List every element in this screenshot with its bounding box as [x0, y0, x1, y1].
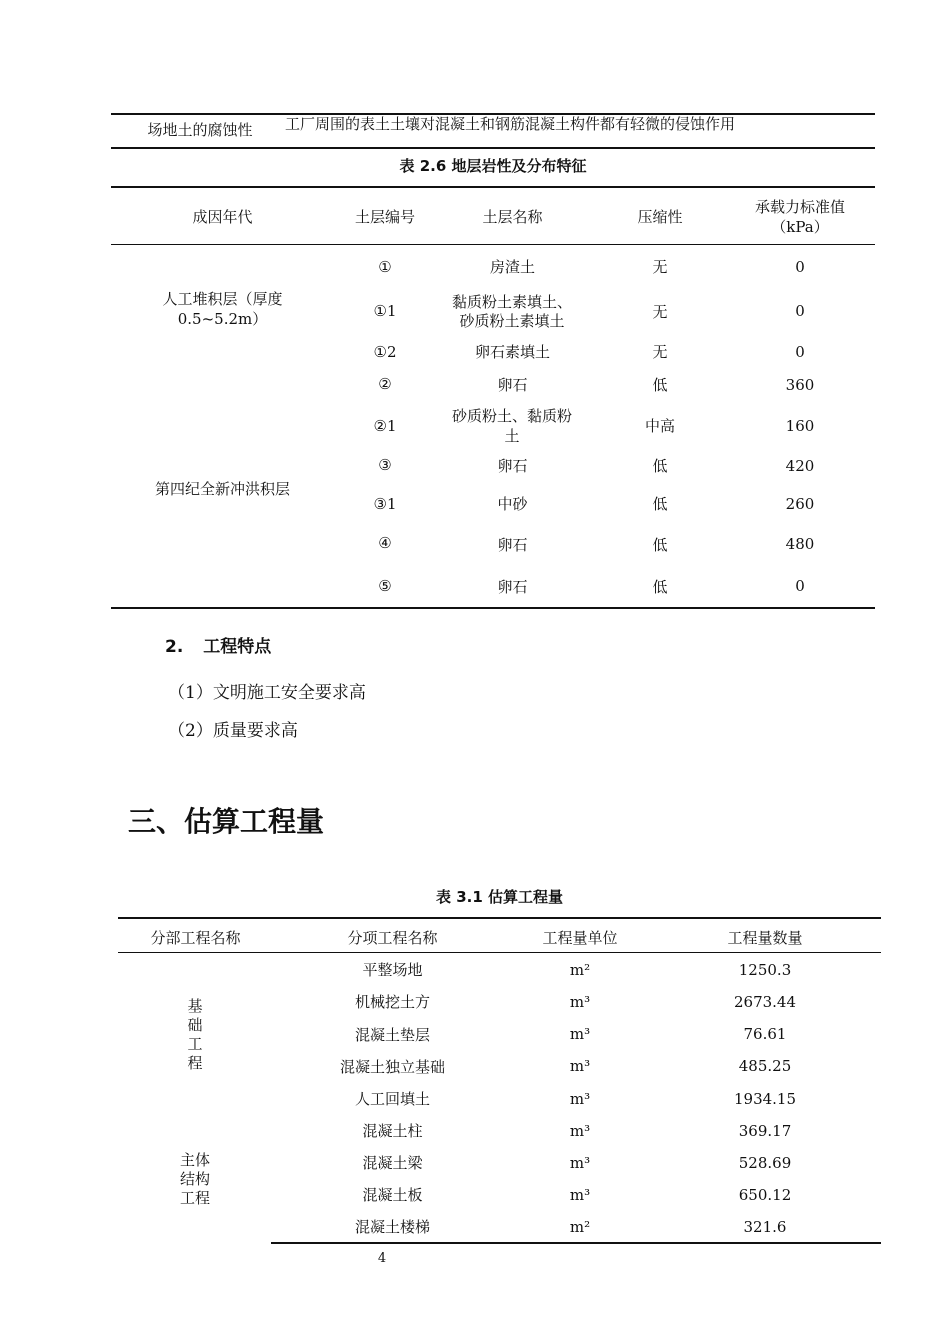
- item-qty: 76.61: [743, 1025, 787, 1043]
- group-artificial-line1: 人工堆积层（厚度: [162, 290, 283, 308]
- item-name: 机械挖土方: [354, 993, 430, 1011]
- features-heading-text: 工程特点: [203, 637, 272, 657]
- item-name: 人工回填土: [354, 1090, 430, 1108]
- item-name: 混凝土板: [362, 1186, 423, 1204]
- corrosion-label: 场地土的腐蚀性: [147, 121, 253, 139]
- item-unit: m³: [569, 1057, 591, 1075]
- table-3-1-bottom-rule: [271, 1242, 881, 1244]
- group-foundation-char: 基: [187, 997, 203, 1015]
- layer-no: ④: [378, 534, 392, 552]
- layer-no: ②: [378, 375, 392, 393]
- item-qty: 321.6: [743, 1218, 787, 1236]
- group-structure-line: 工程: [179, 1189, 210, 1207]
- item-unit: m²: [569, 1218, 591, 1236]
- layer-no: ①: [378, 258, 392, 276]
- compressibility: 无: [652, 258, 668, 276]
- bearing-value: 420: [785, 457, 815, 475]
- compressibility: 低: [652, 457, 668, 475]
- table-2-6-bottom-rule: [111, 607, 875, 609]
- layer-name: 卵石: [497, 536, 528, 554]
- header-bearing: 承载力标准值: [754, 198, 845, 216]
- feature-item-1: （1）文明施工安全要求高: [168, 683, 366, 703]
- item-unit: m³: [569, 1090, 591, 1108]
- layer-name-line2: 土: [504, 427, 520, 445]
- compressibility: 无: [652, 303, 668, 321]
- bearing-value: 0: [795, 258, 805, 276]
- bearing-value: 0: [795, 577, 805, 595]
- features-heading-number: 2.: [165, 637, 184, 657]
- layer-no: ⑤: [378, 577, 392, 595]
- item-qty: 528.69: [738, 1154, 792, 1172]
- header-division: 分部工程名称: [150, 929, 241, 947]
- feature-item-2: （2）质量要求高: [168, 721, 298, 741]
- compressibility: 低: [652, 376, 668, 394]
- item-qty: 1934.15: [733, 1090, 797, 1108]
- header-layer-no: 土层编号: [354, 208, 415, 226]
- compressibility: 中高: [644, 417, 675, 435]
- group-quaternary: 第四纪全新冲洪积层: [154, 480, 290, 498]
- group-artificial-line2: 0.5~5.2m）: [177, 310, 268, 328]
- header-unit: 工程量单位: [542, 929, 618, 947]
- layer-name: 房渣土: [489, 258, 535, 276]
- header-genesis: 成因年代: [192, 208, 253, 226]
- item-unit: m³: [569, 1122, 591, 1140]
- bearing-value: 360: [785, 376, 815, 394]
- bearing-value: 480: [785, 535, 815, 553]
- table-rule: [111, 147, 875, 149]
- layer-no: ③1: [373, 495, 397, 513]
- group-foundation-char: 工: [187, 1035, 203, 1053]
- item-qty: 2673.44: [733, 993, 797, 1011]
- item-unit: m³: [569, 1186, 591, 1204]
- bearing-value: 0: [795, 343, 805, 361]
- corrosion-text: 工厂周围的表土土壤对混凝土和钢筋混凝土构件都有轻微的侵蚀作用: [285, 115, 736, 133]
- layer-name-line2: 砂质粉土素填土: [459, 312, 565, 330]
- item-name: 混凝土楼梯: [354, 1218, 430, 1236]
- item-name: 混凝土垫层: [354, 1026, 430, 1044]
- bearing-value: 260: [785, 495, 815, 513]
- bearing-value: 160: [785, 417, 815, 435]
- layer-name: 黏质粉土素填土、: [451, 293, 572, 311]
- layer-no: ③: [378, 456, 392, 474]
- header-layer-name: 土层名称: [482, 208, 543, 226]
- header-item: 分项工程名称: [347, 929, 438, 947]
- layer-name: 砂质粉土、黏质粉: [451, 407, 572, 425]
- item-unit: m²: [569, 961, 591, 979]
- table-3-1-header-rule: [118, 952, 881, 953]
- item-name: 混凝土梁: [362, 1154, 423, 1172]
- header-bearing-unit: （kPa）: [771, 218, 829, 236]
- compressibility: 无: [652, 343, 668, 361]
- compressibility: 低: [652, 536, 668, 554]
- item-unit: m³: [569, 1154, 591, 1172]
- table-3-1-caption: 表 3.1 估算工程量: [435, 888, 564, 906]
- group-structure-line: 主体: [179, 1151, 210, 1169]
- item-qty: 369.17: [738, 1122, 792, 1140]
- header-quantity: 工程量数量: [727, 929, 803, 947]
- table-3-1-top-rule: [118, 917, 881, 919]
- item-unit: m³: [569, 1025, 591, 1043]
- features-heading: [165, 632, 271, 657]
- page-number: 4: [377, 1251, 387, 1266]
- item-qty: 485.25: [738, 1057, 792, 1075]
- group-foundation-char: 础: [187, 1016, 203, 1034]
- table-2-6-header-rule: [111, 244, 875, 245]
- item-name: 混凝土柱: [362, 1122, 423, 1140]
- layer-name: 卵石: [497, 578, 528, 596]
- layer-no: ②1: [373, 417, 397, 435]
- compressibility: 低: [652, 578, 668, 596]
- layer-name: 中砂: [497, 495, 528, 513]
- header-compressibility: 压缩性: [637, 208, 683, 226]
- item-qty: 650.12: [738, 1186, 792, 1204]
- layer-name: 卵石: [497, 457, 528, 475]
- bearing-value: 0: [795, 302, 805, 320]
- compressibility: 低: [652, 495, 668, 513]
- item-qty: 1250.3: [738, 961, 792, 979]
- item-name: 平整场地: [362, 961, 423, 979]
- section-3-title: 三、估算工程量: [128, 805, 325, 838]
- layer-name: 卵石素填土: [474, 343, 550, 361]
- table-2-6-top-rule: [111, 186, 875, 188]
- table-2-6-caption: 表 2.6 地层岩性及分布特征: [399, 157, 587, 175]
- item-unit: m³: [569, 993, 591, 1011]
- group-foundation-char: 程: [187, 1054, 203, 1072]
- item-name: 混凝土独立基础: [339, 1058, 445, 1076]
- layer-name: 卵石: [497, 376, 528, 394]
- group-structure-line: 结构: [179, 1170, 210, 1188]
- layer-no: ①1: [373, 302, 397, 320]
- layer-no: ①2: [373, 343, 397, 361]
